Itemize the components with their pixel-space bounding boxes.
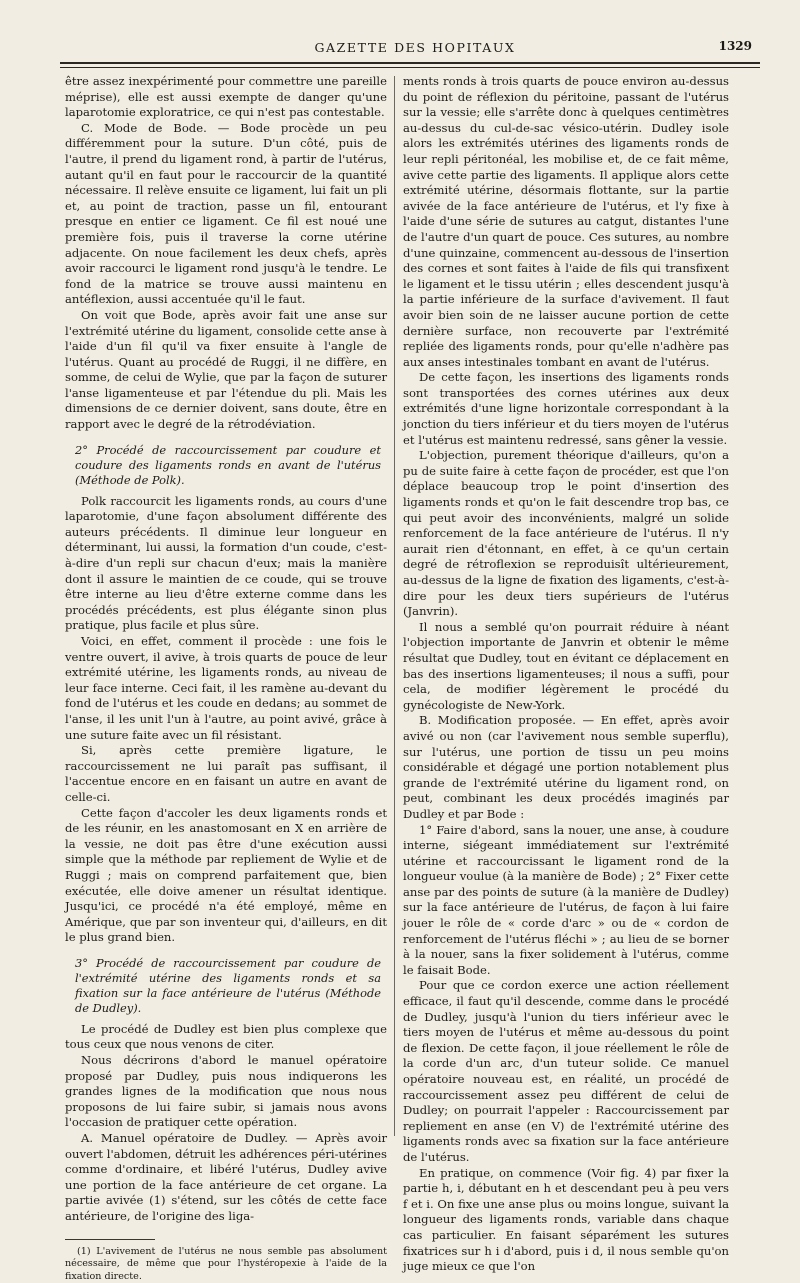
paragraph: Polk raccourcit les ligaments ronds, au cours d'une laparotomie, d'une façon absolument différente des auteurs précédents. Il diminue leur longueur en déterminant, lui aussi, la formation d'un coude, c'est-à-dire d'un repli sur chacun d'eux; mais la manière dont il assure le maintien de ce coude, qui se trouve être interne au lieu d'être externe comme dans les procédés précédents, est plus élégante sinon plus pratique, plus facile et plus sûre.: [65, 493, 387, 633]
paragraph: C. Mode de Bode. — Bode procède un peu différemment pour la suture. D'un côté, puis de l'autre, il prend du ligament rond, à partir de l'utérus, autant qu'il en faut pour le raccourcir de la quantité nécessaire. Il relève ensuite ce ligament, lui fait un pli et, au point de traction, passe un fil, entourant presque en entier ce ligament. Ce fil est noué une première fois, puis il traverse la corne utérine adjacente. On noue facilement les deux chefs, après avoir raccourci le ligament rond jusqu'à le tendre. Le fond de la matrice se trouve aussi maintenu en antéflexion, aussi accentuée qu'il le faut.: [65, 120, 387, 307]
paragraph: être assez inexpérimenté pour commettre une pareille méprise), elle est aussi exempte de danger qu'une laparotomie exploratrice, ce qui n'est pas contestable.: [65, 74, 387, 120]
paragraph: De cette façon, les insertions des ligaments ronds sont transportées des cornes utérines aux deux extrémités d'une ligne horizontale correspondant à la jonction du tiers inférieur et du tiers moyen de l'utérus et l'utérus est maintenu redressé, sans gêner la vessie.: [403, 370, 729, 447]
paragraph: Nous décrirons d'abord le manuel opératoire proposé par Dudley, puis nous indiquerons les grandes lignes de la modification que nous nous proposons de lui faire subir, si jamais nous avons l'occasion de pratiquer cette opération.: [65, 1053, 387, 1130]
header-rule-thin: [60, 67, 760, 68]
paragraph: B. Modification proposée. — En effet, après avoir avivé ou non (car l'avivement nous semble superflu), sur l'utérus, une portion de tissu un peu moins considérable et dégagé une portion notablement plus grande de l'extrémité utérine du ligament rond, on peut, combinant les deux procédés imaginés par Dudley et par Bode :: [403, 713, 729, 821]
paragraph: En pratique, on commence (Voir fig. 4) par fixer la partie h, i, débutant en h et descendant peu à peu vers f et i. On fixe une anse plus ou moins longue, suivant la longueur des ligaments ronds, variable dans chaque cas particulier. En faisant séparément les sutures fixatrices sur h i d'abord, puis i d, il nous semble qu'on juge mieux ce que l'on: [403, 1165, 729, 1274]
paragraph: 1° Faire d'abord, sans la nouer, une anse, à coudure interne, siégeant immédiatement sur l'extrémité utérine et raccourcissant le ligament rond de la longueur voulue (à la manière de Bode) ; 2° Fixer cette anse par des points de suture (à la manière de Dudley) sur la face antérieure de l'utérus, de façon à lui faire jouer le rôle de « corde d'arc » ou de « cordon de renforcement de l'utérus fléchi » ; au lieu de se borner à la nouer, sans la fixer solidement à l'utérus, comme le faisait Bode.: [403, 822, 729, 977]
paragraph: Si, après cette première ligature, le raccourcissement ne lui paraît pas suffisant, il l'accentue encore en en faisant un autre en avant de celle-ci.: [65, 743, 387, 804]
paragraph: Cette façon d'accoler les deux ligaments ronds et de les réunir, en les anastomosant en X en arrière de la vessie, ne doit pas être d'une exécution aussi simple que la méthode par repliement de Wylie et de Ruggi ; mais on comprend parfaitement que, bien exécutée, elle doive amener un résultat identique. Jusqu'ici, ce procédé n'a été employé, même en Amérique, que par son inventeur qui, d'ailleurs, en dit le plus grand bien.: [65, 805, 387, 945]
paragraph: Le procédé de Dudley est bien plus complexe que tous ceux que nous venons de citer.: [65, 1021, 387, 1052]
right-column: [403, 74, 729, 1274]
page-number: 1329: [718, 39, 752, 53]
paragraph: Pour que ce cordon exerce une action réellement efficace, il faut qu'il descende, comme dans le procédé de Dudley, jusqu'à l'union du tiers inférieur avec le tiers moyen de l'utérus et même au-dessous du point de flexion. De cette façon, il joue réellement le rôle de la corde d'un arc, d'un tuteur solide. Ce manuel opératoire nouveau est, en réalité, un procédé de raccourcissement assez peu différent de celui de Dudley; on pourrait l'appeler : Raccourcissement par repliement en anse (en V) de l'extrémité utérine des ligaments ronds avec sa fixation sur la face antérieure de l'utérus.: [403, 978, 729, 1164]
paragraph: On voit que Bode, après avoir fait une anse sur l'extrémité utérine du ligament, consolide cette anse à l'aide d'un fil qu'il va fixer ensuite à l'angle de l'utérus. Quant au procédé de Ruggi, il ne diffère, en somme, de celui de Wylie, que par la façon de suturer l'anse ligamenteuse et par l'étendue du pli. Mais les dimensions de ce dernier doivent, sans doute, être en rapport avec le degré de la rétrodéviation.: [65, 307, 387, 432]
paragraph: ments ronds à trois quarts de pouce environ au-dessus du point de réflexion du péritoine, passant de l'utérus sur la vessie; elle s'arrête donc à quelques centimètres au-dessus du cul-de-sac vésico-utérin. Dudley isole alors les extrémités utérines des ligaments ronds de leur repli péritonéal, les mobilise et, de ce fait même, avive cette partie des ligaments. Il applique alors cette extrémité utérine, désormais flottante, sur la partie avivée de la face antérieure de l'utérus, et l'y fixe à l'aide d'une série de sutures au catgut, distantes l'une de l'autre d'un quart de pouce. Ces sutures, au nombre d'une quinzaine, commencent au-dessous de l'insertion des cornes et sont faites à l'aide de fils qui transfixent le ligament et le tissu utérin ; elles descendent jusqu'à la partie inférieure de la surface d'avivement. Il faut avoir bien soin de ne laisser aucune portion de cette dernière surface, non recouverte par l'extrémité repliée des ligaments ronds, pour qu'elle n'adhère pas aux anses intestinales tombant en avant de l'utérus.: [403, 74, 729, 369]
paragraph: Il nous a semblé qu'on pourrait réduire à néant l'objection importante de Janvrin et obtenir le même résultat que Dudley, tout en évitant ce déplacement en bas des insertions ligamenteuses; il nous a suffi, pour cela, de modifier légèrement le procédé du gynécologiste de New-York.: [403, 619, 729, 712]
journal-title: GAZETTE DES HOPITAUX: [314, 40, 516, 55]
column-divider: [394, 76, 395, 1136]
section-heading: 3° Procédé de raccourcissement par coudure de l'extrémité utérine des ligaments ronds et sa fixation sur la face antérieure de l'utérus (Méthode de Dudley).: [75, 955, 381, 1015]
paragraph: A. Manuel opératoire de Dudley. — Après avoir ouvert l'abdomen, détruit les adhérences péri-utérines comme d'ordinaire, et libéré l'utérus, Dudley avive une portion de la face antérieure de cet organe. La partie avivée (1) s'étend, sur les côtés de cette face antérieure, de l'origine des liga-: [65, 1131, 387, 1223]
footnote-rule: [65, 1239, 155, 1240]
left-column: [65, 74, 387, 1282]
paragraph: L'objection, purement théorique d'ailleurs, qu'on a pu de suite faire à cette façon de procéder, est que l'on déplace beaucoup trop le point d'insertion des ligaments ronds et qu'on le fait descendre trop bas, ce qui peut avoir des inconvénients, malgré un solide renforcement de la face antérieure de l'utérus. Il n'y aurait rien d'étonnant, en effet, à ce qu'un certain degré de rétroflexion se reproduisît ultérieurement, au-dessus de la ligne de fixation des ligaments, c'est-à-dire pour les deux tiers supérieurs de l'utérus (Janvrin).: [403, 448, 729, 619]
header-rule-thick: [60, 62, 760, 64]
page-header: [60, 38, 770, 64]
footnote: (1) L'avivement de l'utérus ne nous semble pas absolument nécessaire, de même que pour l'hystéropexie à l'aide de la fixation directe.: [65, 1245, 387, 1282]
paragraph: Voici, en effet, comment il procède : une fois le ventre ouvert, il avive, à trois quarts de pouce de leur extrémité utérine, les ligaments ronds, au niveau de leur face interne. Ceci fait, il les ramène au-devant du fond de l'utérus et les coude en dedans; au sommet de l'anse, il les unit l'un à l'autre, au point avivé, grâce à une suture faite avec un fil résistant.: [65, 634, 387, 742]
section-heading: 2° Procédé de raccourcissement par coudure et coudure des ligaments ronds en avant de l'utérus (Méthode de Polk).: [75, 442, 381, 487]
